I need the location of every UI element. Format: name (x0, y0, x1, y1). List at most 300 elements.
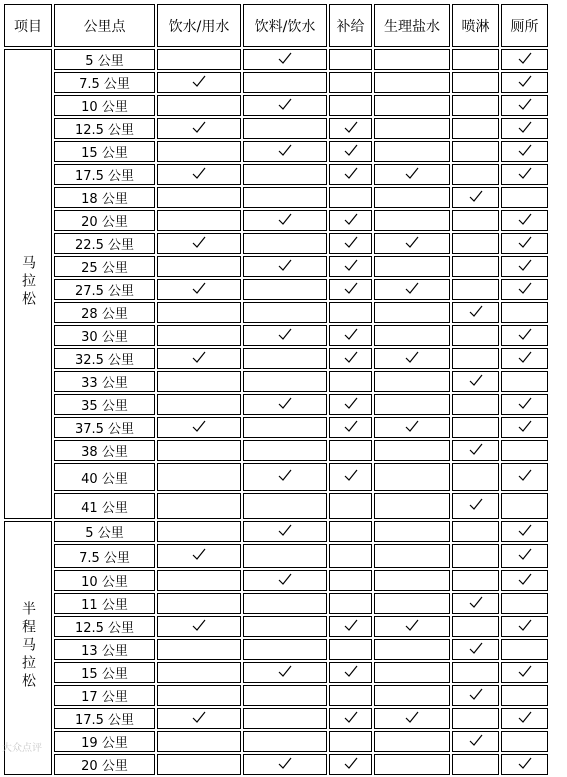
saline-cell (374, 164, 450, 185)
toilet-cell (501, 302, 548, 323)
check-icon (405, 167, 419, 179)
supply-cell (329, 570, 372, 591)
drinking-water-cell (157, 639, 241, 660)
check-icon (518, 711, 532, 723)
km-point-cell: 32.5 公里 (54, 348, 155, 369)
check-icon (405, 282, 419, 294)
supply-cell (329, 593, 372, 614)
check-icon (192, 236, 206, 248)
spray-cell (452, 417, 499, 438)
check-icon (518, 213, 532, 225)
check-icon (344, 144, 358, 156)
drinking-water-cell (157, 164, 241, 185)
check-icon (518, 52, 532, 64)
toilet-cell (501, 570, 548, 591)
supply-cell (329, 256, 372, 277)
check-icon (344, 420, 358, 432)
supply-cell (329, 544, 372, 568)
check-icon (518, 573, 532, 585)
table-row (4, 685, 548, 706)
toilet-cell (501, 141, 548, 162)
toilet-cell (501, 593, 548, 614)
spray-cell (452, 118, 499, 139)
table-row (4, 302, 548, 323)
saline-cell (374, 493, 450, 519)
spray-cell (452, 95, 499, 116)
table-row (4, 493, 548, 519)
check-icon (518, 548, 532, 560)
check-icon (518, 236, 532, 248)
beverage-cell (243, 95, 327, 116)
drinking-water-cell (157, 256, 241, 277)
check-icon (405, 420, 419, 432)
check-icon (344, 213, 358, 225)
spray-cell (452, 493, 499, 519)
km-point-cell: 17.5 公里 (54, 708, 155, 729)
toilet-cell (501, 187, 548, 208)
km-point-cell: 30 公里 (54, 325, 155, 346)
spray-cell (452, 593, 499, 614)
beverage-cell (243, 325, 327, 346)
aid-station-table (2, 2, 550, 777)
check-icon (192, 420, 206, 432)
supply-cell (329, 325, 372, 346)
saline-cell (374, 731, 450, 752)
toilet-cell (501, 521, 548, 542)
check-icon (518, 757, 532, 769)
saline-cell (374, 325, 450, 346)
km-point-cell: 7.5 公里 (54, 72, 155, 93)
toilet-cell (501, 616, 548, 637)
supply-cell (329, 118, 372, 139)
supply-cell (329, 616, 372, 637)
toilet-cell (501, 394, 548, 415)
check-icon (344, 282, 358, 294)
table-row (4, 95, 548, 116)
beverage-cell (243, 302, 327, 323)
toilet-cell (501, 417, 548, 438)
saline-cell (374, 417, 450, 438)
check-icon (469, 190, 483, 202)
table-row (4, 72, 548, 93)
beverage-cell (243, 118, 327, 139)
km-point-cell: 38 公里 (54, 440, 155, 461)
drinking-water-cell (157, 279, 241, 300)
check-icon (278, 52, 292, 64)
check-icon (518, 259, 532, 271)
table-row (4, 348, 548, 369)
table-row (4, 463, 548, 491)
table-row (4, 141, 548, 162)
spray-cell (452, 731, 499, 752)
check-icon (469, 305, 483, 317)
supply-cell (329, 95, 372, 116)
check-icon (192, 548, 206, 560)
supply-cell (329, 49, 372, 70)
check-icon (278, 144, 292, 156)
check-icon (192, 121, 206, 133)
km-point-cell: 5 公里 (54, 521, 155, 542)
table-row (4, 639, 548, 660)
check-icon (192, 282, 206, 294)
km-point-cell: 27.5 公里 (54, 279, 155, 300)
saline-cell (374, 371, 450, 392)
check-icon (278, 259, 292, 271)
check-icon (344, 328, 358, 340)
table-row (4, 49, 548, 70)
toilet-cell (501, 440, 548, 461)
km-point-cell: 11 公里 (54, 593, 155, 614)
drinking-water-cell (157, 72, 241, 93)
toilet-cell (501, 72, 548, 93)
check-icon (518, 144, 532, 156)
toilet-cell (501, 685, 548, 706)
km-point-cell: 18 公里 (54, 187, 155, 208)
beverage-cell (243, 394, 327, 415)
supply-cell (329, 394, 372, 415)
saline-cell (374, 440, 450, 461)
saline-cell (374, 754, 450, 775)
saline-cell (374, 72, 450, 93)
check-icon (469, 734, 483, 746)
toilet-cell (501, 371, 548, 392)
spray-cell (452, 639, 499, 660)
check-icon (518, 469, 532, 481)
toilet-cell (501, 463, 548, 491)
toilet-cell (501, 233, 548, 254)
check-icon (405, 236, 419, 248)
spray-cell (452, 72, 499, 93)
toilet-cell (501, 544, 548, 568)
saline-cell (374, 570, 450, 591)
supply-cell (329, 662, 372, 683)
check-icon (518, 75, 532, 87)
check-icon (469, 642, 483, 654)
beverage-cell (243, 754, 327, 775)
table-row (4, 118, 548, 139)
table-body (4, 49, 548, 775)
beverage-cell (243, 348, 327, 369)
beverage-cell (243, 256, 327, 277)
saline-cell (374, 463, 450, 491)
saline-cell (374, 639, 450, 660)
table-row (4, 593, 548, 614)
drinking-water-cell (157, 570, 241, 591)
check-icon (192, 619, 206, 631)
km-point-cell: 15 公里 (54, 141, 155, 162)
saline-cell (374, 302, 450, 323)
beverage-cell (243, 593, 327, 614)
check-icon (405, 711, 419, 723)
spray-cell (452, 570, 499, 591)
table-row (4, 521, 548, 542)
spray-cell (452, 256, 499, 277)
header-toilet: 厕所 (501, 4, 548, 47)
toilet-cell (501, 256, 548, 277)
km-point-cell: 13 公里 (54, 639, 155, 660)
table-row (4, 279, 548, 300)
beverage-cell (243, 463, 327, 491)
drinking-water-cell (157, 187, 241, 208)
check-icon (344, 619, 358, 631)
spray-cell (452, 685, 499, 706)
drinking-water-cell (157, 593, 241, 614)
beverage-cell (243, 371, 327, 392)
check-icon (192, 351, 206, 363)
check-icon (518, 328, 532, 340)
check-icon (278, 573, 292, 585)
toilet-cell (501, 708, 548, 729)
check-icon (344, 351, 358, 363)
check-icon (192, 167, 206, 179)
supply-cell (329, 233, 372, 254)
drinking-water-cell (157, 521, 241, 542)
saline-cell (374, 544, 450, 568)
toilet-cell (501, 325, 548, 346)
table-row (4, 417, 548, 438)
km-point-cell: 17 公里 (54, 685, 155, 706)
beverage-cell (243, 731, 327, 752)
check-icon (344, 397, 358, 409)
drinking-water-cell (157, 616, 241, 637)
check-icon (518, 98, 532, 110)
table-row (4, 616, 548, 637)
km-point-cell: 7.5 公里 (54, 544, 155, 568)
beverage-cell (243, 417, 327, 438)
check-icon (278, 397, 292, 409)
drinking-water-cell (157, 118, 241, 139)
table-row (4, 164, 548, 185)
table-row (4, 754, 548, 775)
beverage-cell (243, 493, 327, 519)
toilet-cell (501, 731, 548, 752)
table-row (4, 731, 548, 752)
beverage-cell (243, 164, 327, 185)
spray-cell (452, 463, 499, 491)
supply-cell (329, 72, 372, 93)
spray-cell (452, 348, 499, 369)
toilet-cell (501, 279, 548, 300)
spray-cell (452, 371, 499, 392)
check-icon (518, 397, 532, 409)
section-label: 半程马拉松 (20, 601, 36, 691)
spray-cell (452, 210, 499, 231)
section-label-cell (4, 521, 52, 775)
km-point-cell: 28 公里 (54, 302, 155, 323)
km-point-cell: 10 公里 (54, 570, 155, 591)
beverage-cell (243, 662, 327, 683)
check-icon (518, 167, 532, 179)
beverage-cell (243, 210, 327, 231)
check-icon (278, 328, 292, 340)
check-icon (469, 596, 483, 608)
supply-cell (329, 463, 372, 491)
drinking-water-cell (157, 141, 241, 162)
table-row (4, 371, 548, 392)
supply-cell (329, 708, 372, 729)
km-point-cell: 10 公里 (54, 95, 155, 116)
check-icon (278, 665, 292, 677)
saline-cell (374, 348, 450, 369)
check-icon (192, 75, 206, 87)
km-point-cell: 37.5 公里 (54, 417, 155, 438)
supply-cell (329, 279, 372, 300)
check-icon (344, 167, 358, 179)
supply-cell (329, 493, 372, 519)
supply-cell (329, 210, 372, 231)
beverage-cell (243, 440, 327, 461)
check-icon (405, 351, 419, 363)
check-icon (469, 374, 483, 386)
beverage-cell (243, 685, 327, 706)
km-point-cell: 40 公里 (54, 463, 155, 491)
beverage-cell (243, 141, 327, 162)
table-row (4, 325, 548, 346)
check-icon (192, 711, 206, 723)
drinking-water-cell (157, 210, 241, 231)
check-icon (278, 469, 292, 481)
spray-cell (452, 325, 499, 346)
km-point-cell: 20 公里 (54, 210, 155, 231)
saline-cell (374, 141, 450, 162)
saline-cell (374, 394, 450, 415)
drinking-water-cell (157, 233, 241, 254)
spray-cell (452, 708, 499, 729)
drinking-water-cell (157, 394, 241, 415)
supply-cell (329, 754, 372, 775)
drinking-water-cell (157, 544, 241, 568)
spray-cell (452, 141, 499, 162)
toilet-cell (501, 662, 548, 683)
toilet-cell (501, 493, 548, 519)
km-point-cell: 41 公里 (54, 493, 155, 519)
table-row (4, 233, 548, 254)
km-point-cell: 33 公里 (54, 371, 155, 392)
spray-cell (452, 49, 499, 70)
header-km-point: 公里点 (54, 4, 155, 47)
km-point-cell: 20 公里 (54, 754, 155, 775)
supply-cell (329, 141, 372, 162)
check-icon (518, 282, 532, 294)
check-icon (278, 757, 292, 769)
beverage-cell (243, 521, 327, 542)
drinking-water-cell (157, 371, 241, 392)
check-icon (518, 420, 532, 432)
header-spray: 喷淋 (452, 4, 499, 47)
check-icon (405, 619, 419, 631)
spray-cell (452, 544, 499, 568)
header-row (4, 4, 548, 47)
beverage-cell (243, 49, 327, 70)
table-row (4, 187, 548, 208)
supply-cell (329, 417, 372, 438)
beverage-cell (243, 708, 327, 729)
beverage-cell (243, 187, 327, 208)
saline-cell (374, 521, 450, 542)
saline-cell (374, 95, 450, 116)
beverage-cell (243, 279, 327, 300)
supply-cell (329, 731, 372, 752)
toilet-cell (501, 348, 548, 369)
beverage-cell (243, 616, 327, 637)
saline-cell (374, 210, 450, 231)
supply-cell (329, 639, 372, 660)
supply-cell (329, 348, 372, 369)
supply-cell (329, 521, 372, 542)
drinking-water-cell (157, 662, 241, 683)
check-icon (518, 665, 532, 677)
check-icon (469, 443, 483, 455)
toilet-cell (501, 754, 548, 775)
km-point-cell: 17.5 公里 (54, 164, 155, 185)
check-icon (518, 619, 532, 631)
drinking-water-cell (157, 731, 241, 752)
spray-cell (452, 616, 499, 637)
section-label: 马拉松 (20, 255, 36, 309)
supply-cell (329, 164, 372, 185)
check-icon (278, 524, 292, 536)
table-row (4, 440, 548, 461)
drinking-water-cell (157, 754, 241, 775)
drinking-water-cell (157, 463, 241, 491)
spray-cell (452, 164, 499, 185)
supply-cell (329, 685, 372, 706)
spray-cell (452, 279, 499, 300)
drinking-water-cell (157, 440, 241, 461)
spray-cell (452, 233, 499, 254)
toilet-cell (501, 118, 548, 139)
spray-cell (452, 187, 499, 208)
header-drinking-water: 饮水/用水 (157, 4, 241, 47)
spray-cell (452, 662, 499, 683)
drinking-water-cell (157, 685, 241, 706)
km-point-cell: 12.5 公里 (54, 616, 155, 637)
drinking-water-cell (157, 95, 241, 116)
saline-cell (374, 708, 450, 729)
check-icon (518, 524, 532, 536)
km-point-cell: 25 公里 (54, 256, 155, 277)
header-item: 项目 (4, 4, 52, 47)
spray-cell (452, 440, 499, 461)
table-row (4, 544, 548, 568)
km-point-cell: 12.5 公里 (54, 118, 155, 139)
check-icon (344, 236, 358, 248)
toilet-cell (501, 49, 548, 70)
saline-cell (374, 616, 450, 637)
saline-cell (374, 118, 450, 139)
header-saline: 生理盐水 (374, 4, 450, 47)
check-icon (344, 711, 358, 723)
section-label-cell (4, 49, 52, 519)
table-row (4, 394, 548, 415)
check-icon (344, 757, 358, 769)
header-beverage: 饮料/饮水 (243, 4, 327, 47)
toilet-cell (501, 164, 548, 185)
spray-cell (452, 521, 499, 542)
drinking-water-cell (157, 49, 241, 70)
saline-cell (374, 662, 450, 683)
km-point-cell: 35 公里 (54, 394, 155, 415)
check-icon (469, 498, 483, 510)
supply-cell (329, 440, 372, 461)
beverage-cell (243, 570, 327, 591)
toilet-cell (501, 95, 548, 116)
supply-cell (329, 371, 372, 392)
header-supply: 补给 (329, 4, 372, 47)
beverage-cell (243, 639, 327, 660)
beverage-cell (243, 233, 327, 254)
check-icon (278, 213, 292, 225)
